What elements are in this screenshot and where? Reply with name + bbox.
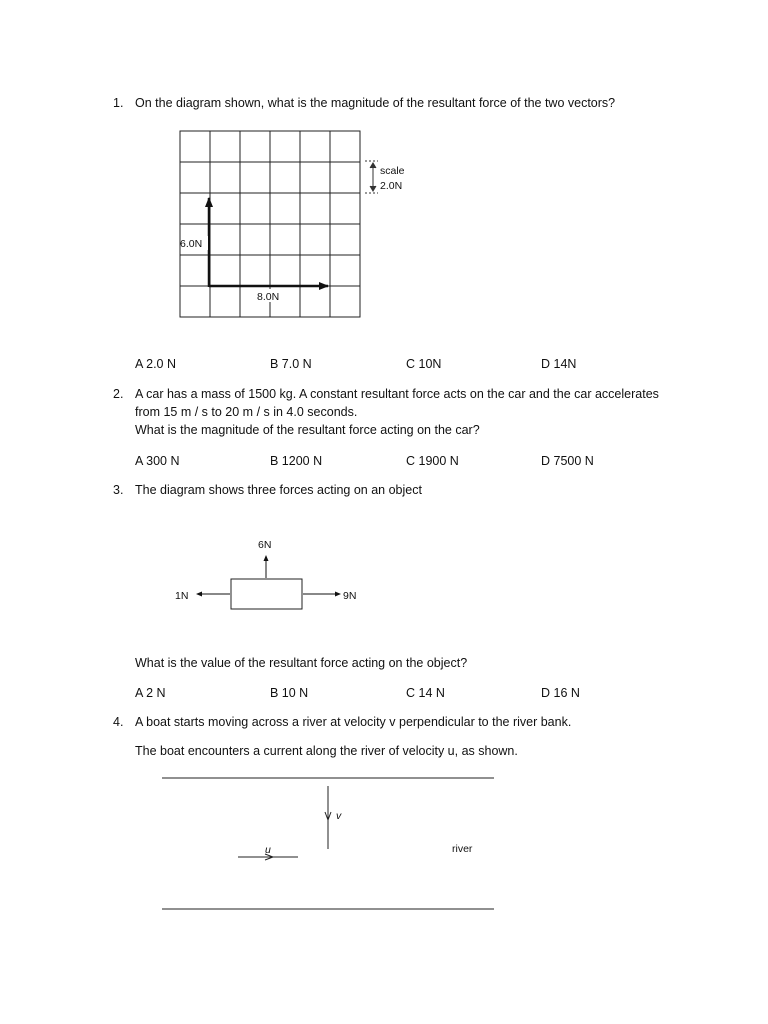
q1-option-b: B 7.0 N (270, 357, 312, 371)
q3-option-c: C 14 N (406, 686, 445, 700)
q1-option-a: A 2.0 N (135, 357, 176, 371)
q4-text-line1: A boat starts moving across a river at velocity v perpendicular to the river bank. (135, 715, 572, 729)
q1-scale-label: scale (380, 165, 405, 177)
q2-option-a: A 300 N (135, 454, 180, 468)
q1-number: 1. (113, 96, 124, 110)
q3-option-a: A 2 N (135, 686, 166, 700)
q1-option-c: C 10N (406, 357, 442, 371)
q3-option-b: B 10 N (270, 686, 309, 700)
q4-number: 4. (113, 715, 124, 729)
q4-u-label: u (265, 844, 271, 856)
q3-right-label: 9N (343, 590, 357, 602)
q2-text-line3: What is the magnitude of the resultant force acting on the car? (135, 423, 480, 437)
q1-text: On the diagram shown, what is the magnitude of the resultant force of the two vectors? (135, 96, 616, 110)
q4-river-label: river (452, 843, 473, 855)
q2-text-line2: from 15 m / s to 20 m / s in 4.0 seconds. (135, 405, 358, 419)
q1-scale-value: 2.0N (380, 180, 403, 192)
q3-option-d: D 16 N (541, 686, 580, 700)
q1-vertical-label: 6.0N (180, 238, 203, 250)
q4-text-line2: The boat encounters a current along the river of velocity u, as shown. (135, 744, 518, 758)
q3-text: The diagram shows three forces acting on an object (135, 483, 422, 497)
q3-number: 3. (113, 483, 124, 497)
q2-number: 2. (113, 387, 124, 401)
q3-up-label: 6N (258, 539, 272, 551)
q2-text-line1: A car has a mass of 1500 kg. A constant resultant force acts on the car and the car accelerates (135, 387, 659, 401)
q1-horizontal-label: 8.0N (257, 291, 280, 303)
q4-v-label: v (336, 810, 342, 822)
q3-question: What is the value of the resultant force acting on the object? (135, 656, 468, 670)
q2-option-b: B 1200 N (270, 454, 323, 468)
q1-option-d: D 14N (541, 357, 577, 371)
q2-option-d: D 7500 N (541, 454, 594, 468)
q3-left-label: 1N (175, 590, 189, 602)
q2-option-c: C 1900 N (406, 454, 459, 468)
